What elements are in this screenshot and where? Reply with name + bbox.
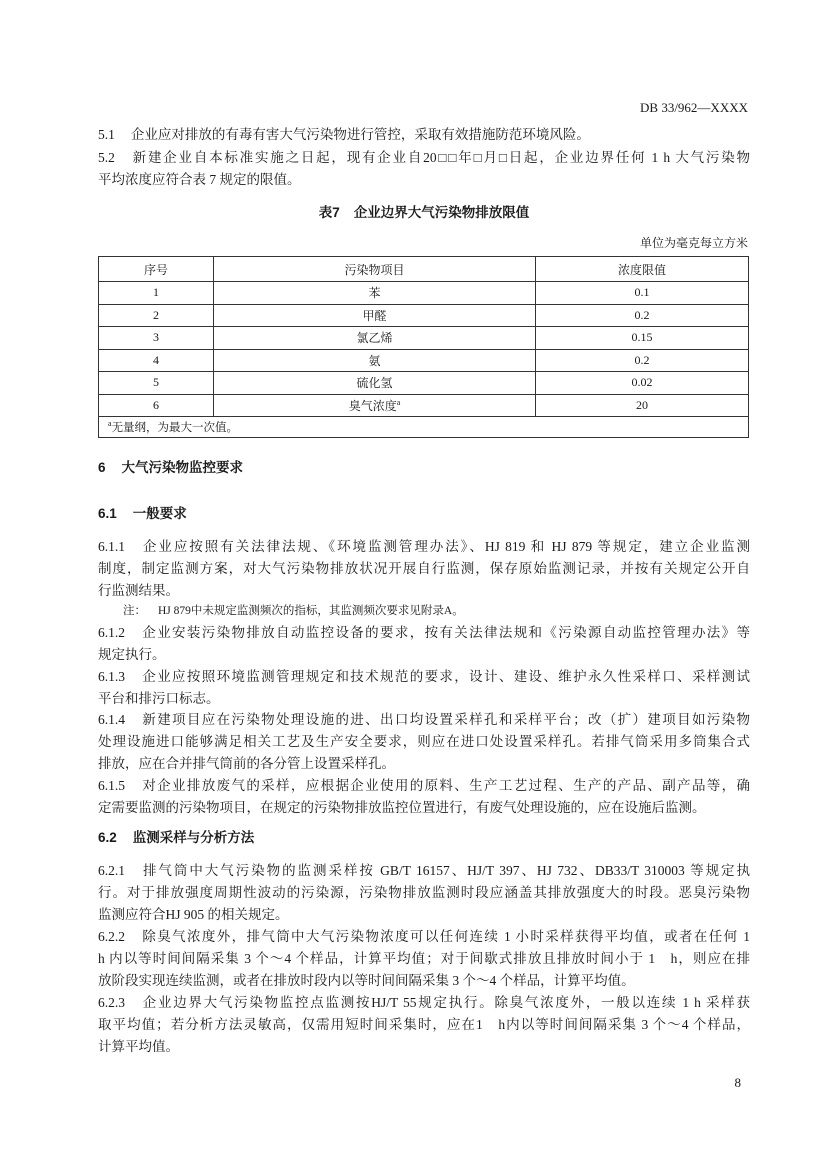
clause-text: 企业边界大气污染物监控点监测按HJ/T 55规定执行。除臭气浓度外，一般以连续 1 h 采样获: [141, 995, 750, 1010]
clause-line: 处理设施进口能够满足相关工艺及生产安全要求，则应在进口处设置采样孔。若排气筒采用多筒集合式: [98, 734, 750, 749]
table-number: 表7: [318, 205, 340, 220]
table-row: [99, 327, 749, 350]
clause-6-1-2: [98, 622, 750, 666]
cell-limit: 20: [536, 394, 749, 417]
cell-number: 2: [99, 304, 214, 327]
clause-line: 平均浓度应符合表 7 规定的限值。: [98, 172, 301, 187]
clause-number: 6.1.5: [98, 778, 125, 793]
clause-text: 企业应按照有关法律法规、《环境监测管理办法》、HJ 819 和 HJ 879 等规定，建立企业监测: [141, 539, 750, 554]
cell-number: 1: [99, 282, 214, 305]
clause-text: 排气筒中大气污染物的监测采样按 GB/T 16157、HJ/T 397、HJ 732、DB33/T 310003 等规定执: [141, 863, 750, 878]
pollutant-name: 臭气浓度: [348, 398, 397, 413]
section-heading-6-2: [98, 827, 750, 849]
cell-pollutant: 苯: [214, 282, 536, 305]
clause-line: 规定执行。: [98, 647, 166, 662]
clause-6-1-3: [98, 666, 750, 710]
clause-text: 企业安装污染物排放自动监控设备的要求，按有关法律法规和《污染源自动监控管理办法》等: [141, 625, 750, 640]
clause-line: 取平均值；若分析方法灵敏高，仅需用短时间采集时，应在1 h内以等时间间隔采集 3 个～4 个样品，: [98, 1017, 750, 1032]
table-row: [99, 372, 749, 395]
document-number: DB 33/962—XXXX: [640, 100, 748, 115]
cell-limit: 0.15: [536, 327, 749, 350]
clause-number: 5.2: [98, 150, 115, 165]
clause-number: 6.1.1: [98, 539, 125, 554]
clause-line: [98, 860, 750, 882]
clause-number: 6.2.3: [98, 995, 125, 1010]
note: [123, 602, 464, 620]
clause-6-2-2: [98, 926, 750, 992]
col-header-pollutant: 污染物项目: [214, 257, 536, 282]
clause-text: 对企业排放废气的采样，应根据企业使用的原料、生产工艺过程、生产的产品、副产品等，确: [141, 778, 750, 793]
cell-limit: 0.2: [536, 349, 749, 372]
section-number: 6.1: [98, 506, 117, 521]
clause-text: 企业应对排放的有毒有害大气污染物进行管控，采取有效措施防范环境风险。: [130, 127, 590, 142]
footnote-marker: a: [396, 397, 401, 407]
clause-line: 放阶段实现连续监测，或者在排放时段内以等时间间隔采集 3 个～4 个样品，计算平均值。: [98, 973, 635, 988]
clause-line: 制度，制定监测方案，对大气污染物排放状况开展自行监测，保存原始监测记录，并按有关规定公开自: [98, 561, 750, 576]
table-row: [99, 394, 749, 417]
clause-text: 新建企业自本标准实施之日起，现有企业自20□□年□月□日起，企业边界任何 1 h 大气污染物: [130, 150, 750, 165]
cell-pollutant: 氯乙烯: [214, 327, 536, 350]
table-row: [99, 349, 749, 372]
clause-line: [98, 926, 750, 948]
clause-5-1: [98, 124, 750, 146]
clause-line: 计算平均值。: [98, 1039, 179, 1054]
cell-number: 6: [99, 394, 214, 417]
table-title: 企业边界大气污染物排放限值: [353, 205, 530, 220]
note-label: 注：: [123, 605, 146, 617]
col-header-limit: 浓度限值: [536, 257, 749, 282]
cell-pollutant: [214, 394, 536, 417]
footnote-text: 无量纲，为最大一次值。: [111, 422, 239, 434]
section-title: 大气污染物监控要求: [121, 460, 244, 475]
section-title: 一般要求: [132, 506, 187, 521]
clause-6-1-1: [98, 536, 750, 602]
clause-6-2-1: [98, 860, 750, 926]
note-text: HJ 879中未规定监测频次的指标，其监测频次要求见附录A。: [158, 605, 464, 617]
clause-6-1-4: [98, 709, 750, 775]
clause-line: [98, 992, 750, 1014]
table-caption: [98, 202, 750, 224]
clause-text: 新建项目应在污染物处理设施的进、出口均设置采样孔和采样平台；改（扩）建项目如污染物: [141, 712, 750, 727]
clause-6-1-5: [98, 775, 750, 819]
col-header-number: 序号: [99, 257, 214, 282]
clause-number: 6.1.2: [98, 625, 125, 640]
section-title: 监测采样与分析方法: [132, 830, 255, 845]
footnote-marker: a: [108, 419, 112, 429]
cell-number: 3: [99, 327, 214, 350]
clause-number: 6.1.3: [98, 669, 125, 684]
clause-line: [98, 124, 750, 146]
clause-line: 平台和排污口标志。: [98, 691, 220, 706]
clause-5-2: [98, 147, 750, 191]
clause-line: [98, 775, 750, 797]
clause-text: 除臭气浓度外，排气筒中大气污染物浓度可以任何连续 1 小时采样获得平均值，或者在任何 1: [141, 929, 750, 944]
section-number: 6.2: [98, 830, 117, 845]
table-footnote: [99, 417, 749, 438]
clause-line: h 内以等时间间隔采集 3 个～4 个样品，计算平均值；对于间歇式排放且排放时间小于 1 h，则应在排: [98, 951, 750, 966]
clause-line: 行监测结果。: [98, 583, 179, 598]
table-header-row: [99, 257, 749, 282]
section-heading-6: [98, 457, 750, 479]
cell-limit: 0.1: [536, 282, 749, 305]
cell-pollutant: 氨: [214, 349, 536, 372]
clause-line: [98, 147, 750, 169]
table-7: [98, 256, 749, 438]
clause-line: [98, 666, 750, 688]
clause-6-2-3: [98, 992, 750, 1058]
cell-number: 4: [99, 349, 214, 372]
clause-number: 6.2.2: [98, 929, 125, 944]
clause-line: [98, 709, 750, 731]
cell-pollutant: 甲醛: [214, 304, 536, 327]
table-unit: 单位为毫克每立方米: [639, 236, 748, 250]
clause-line: 定需要监测的污染物项目，在规定的污染物排放监控位置进行，有废气处理设施的，应在设施后监测。: [98, 800, 706, 815]
cell-pollutant: 硫化氢: [214, 372, 536, 395]
clause-number: 6.1.4: [98, 712, 125, 727]
clause-line: 行。对于排放强度周期性波动的污染源，污染物排放监测时段应涵盖其排放强度大的时段。恶臭污染物: [98, 885, 750, 900]
page-number: 8: [734, 1075, 741, 1090]
section-heading-6-1: [98, 503, 750, 525]
clause-number: 6.2.1: [98, 863, 125, 878]
table-row: [99, 304, 749, 327]
table-row: [99, 282, 749, 305]
clause-line: [98, 536, 750, 558]
table-footnote-row: [99, 417, 749, 438]
cell-number: 5: [99, 372, 214, 395]
clause-number: 5.1: [98, 127, 115, 142]
clause-line: 监测应符合HJ 905 的相关规定。: [98, 907, 289, 922]
section-number: 6: [98, 460, 106, 475]
clause-text: 企业应按照环境监测管理规定和技术规范的要求，设计、建设、维护永久性采样口、采样测试: [141, 669, 750, 684]
clause-line: [98, 622, 750, 644]
clause-line: 排放，应在合并排气筒前的各分管上设置采样孔。: [98, 756, 395, 771]
cell-limit: 0.2: [536, 304, 749, 327]
cell-limit: 0.02: [536, 372, 749, 395]
